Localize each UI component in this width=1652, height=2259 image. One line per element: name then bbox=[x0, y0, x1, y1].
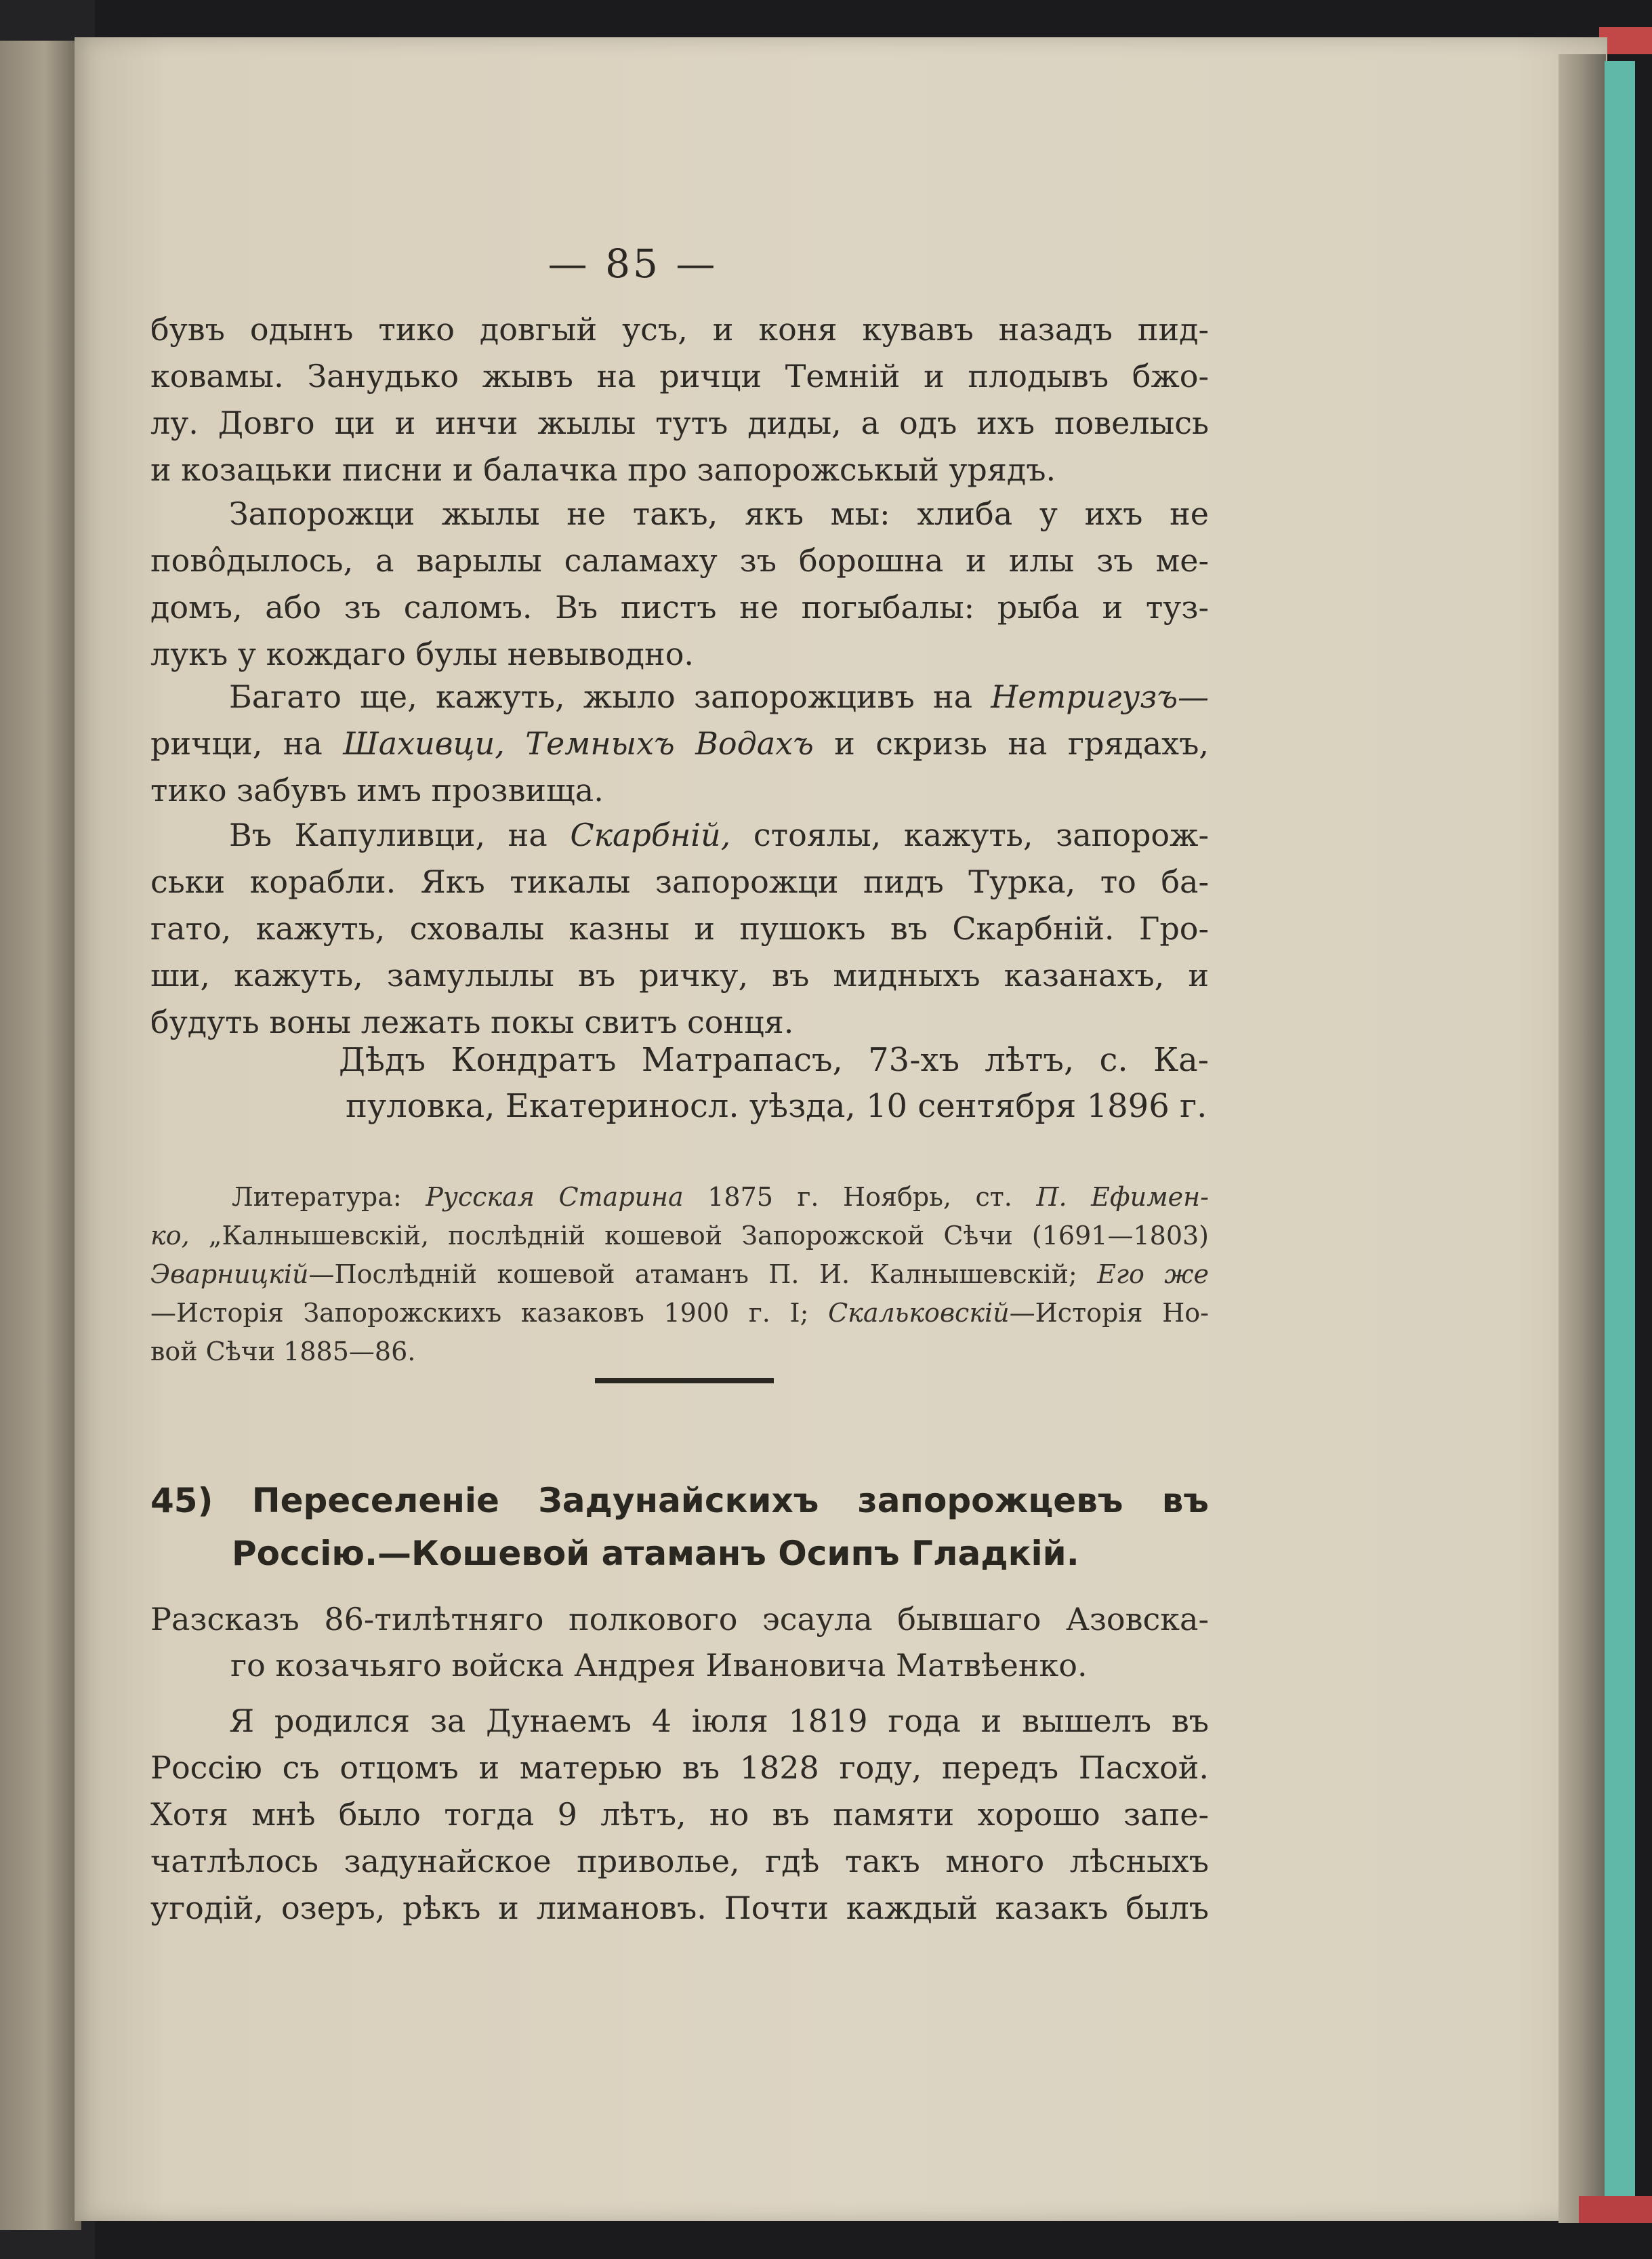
place-name: Нетригузъ— bbox=[991, 678, 1209, 715]
text-line: лукъ у кождаго булы невыводно. bbox=[150, 636, 695, 672]
text-line: ськи корабли. Якъ тикалы запорожци пидъ Турка, то ба- bbox=[150, 863, 1209, 900]
text-line bbox=[150, 1255, 1209, 1294]
paragraph-1 bbox=[150, 306, 1209, 493]
author-name: П. Ефимен- bbox=[1036, 1182, 1209, 1212]
attribution bbox=[339, 1037, 1209, 1129]
paragraph-3 bbox=[150, 674, 1209, 814]
text-line: Россію съ отцомъ и матерью въ 1828 году, передъ Пасхой. bbox=[150, 1749, 1209, 1786]
book-cover-edge bbox=[1605, 61, 1635, 2203]
text-line: будуть воны лежать покы свитъ сонця. bbox=[150, 1004, 794, 1040]
author-name: Его же bbox=[1097, 1259, 1209, 1289]
text-line: ши, кажуть, замулылы въ ричку, въ мидныхъ казанахъ, и bbox=[150, 957, 1209, 994]
text-line: и козацьки писни и балачка про запорожськый урядъ. bbox=[150, 451, 1056, 488]
text-run: —Послѣдній кошевой атаманъ П. И. Калнышевскій; bbox=[308, 1259, 1098, 1289]
page-stack-edges bbox=[1558, 54, 1606, 2223]
text-line: Хотя мнѣ было тогда 9 лѣтъ, но въ памяти хорошо запе- bbox=[150, 1796, 1209, 1833]
text-line: Запорожци жылы не такъ, якъ мы: хлиба у ихъ не bbox=[229, 495, 1209, 532]
text-line: вой Сѣчи 1885—86. bbox=[150, 1337, 416, 1366]
text-run: ричци, на bbox=[150, 725, 344, 762]
text-line: тико забувъ имъ прозвища. bbox=[150, 772, 604, 809]
text-run: и скризь на грядахъ, bbox=[813, 725, 1209, 762]
text-run: Въ Капуливци, на bbox=[229, 817, 571, 853]
place-name: Скарбній, bbox=[570, 817, 731, 853]
source-title: Русская Старина bbox=[426, 1182, 684, 1212]
text-line bbox=[150, 720, 1209, 767]
author-name: Эварницкій bbox=[150, 1259, 309, 1289]
paragraph-4 bbox=[150, 812, 1209, 1046]
text-line: бувъ одынъ тико довгый усъ, и коня кувавъ назадъ пид- bbox=[150, 311, 1209, 348]
section-heading bbox=[150, 1474, 1209, 1580]
literature-note bbox=[150, 1178, 1209, 1371]
author-name: ко, bbox=[150, 1221, 190, 1250]
text-line: домъ, або зъ саломъ. Въ пистъ не погыбалы: рыба и туз- bbox=[150, 589, 1209, 626]
author-name: Скальковскій bbox=[828, 1298, 1010, 1328]
paragraph-2 bbox=[150, 491, 1209, 678]
text-line bbox=[150, 1217, 1209, 1255]
text-line: лу. Довго ци и инчи жылы тутъ диды, а одъ ихъ повелысь bbox=[150, 405, 1209, 441]
text-run: 1875 г. Ноябрь, ст. bbox=[683, 1182, 1037, 1212]
attribution-line: Дѣдъ Кондратъ Матрапасъ, 73-хъ лѣтъ, с. Ка- bbox=[339, 1041, 1209, 1079]
subtitle-line: го козачьяго войска Андрея Ивановича Матвѣенко. bbox=[230, 1647, 1088, 1684]
text-line: ковамы. Занудько жывъ на ричци Темній и плодывъ бжо- bbox=[150, 358, 1209, 394]
facing-page-edge bbox=[0, 41, 81, 2230]
text-run: стоялы, кажуть, запорож- bbox=[730, 817, 1209, 853]
heading-line: 45) Переселеніе Задунайскихъ запорожцевъ въ bbox=[150, 1481, 1209, 1520]
paragraph-5 bbox=[150, 1698, 1209, 1932]
text-run: —Исторія Но- bbox=[1009, 1298, 1209, 1328]
text-line: чатлѣлось задунайское приволье, гдѣ такъ много лѣсныхъ bbox=[150, 1843, 1209, 1879]
section-subtitle bbox=[150, 1596, 1209, 1688]
book-cover-bottom bbox=[1579, 2196, 1652, 2223]
page-number: — 85 — bbox=[548, 241, 718, 287]
text-run: —Исторія Запорожскихъ казаковъ 1900 г. I; bbox=[150, 1298, 829, 1328]
text-line bbox=[150, 812, 1209, 859]
subtitle-line: Разсказъ 86-тилѣтняго полкового эсаула бывшаго Азовска- bbox=[150, 1601, 1209, 1637]
section-divider bbox=[595, 1378, 774, 1383]
text-line bbox=[150, 1178, 1209, 1217]
heading-line: Россію.—Кошевой атаманъ Осипъ Гладкій. bbox=[232, 1534, 1079, 1573]
place-name: Шахивци, Темныхъ Водахъ bbox=[343, 725, 814, 762]
text-run: „Калнышевскій, послѣдній кошевой Запорожской Сѣчи (1691—1803) bbox=[189, 1221, 1209, 1250]
text-run: Литература: bbox=[232, 1182, 426, 1212]
text-line bbox=[150, 674, 1209, 720]
attribution-line: пуловка, Екатериносл. уѣзда, 10 сентября 1896 г. bbox=[346, 1087, 1207, 1125]
text-run: Багато ще, кажуть, жыло запорожцивъ на bbox=[229, 678, 991, 715]
text-line: угодій, озеръ, рѣкъ и лимановъ. Почти каждый казакъ былъ bbox=[150, 1890, 1209, 1926]
text-line bbox=[150, 1294, 1209, 1332]
text-line: повôдылось, а варылы саламаху зъ борошна и илы зъ ме- bbox=[150, 542, 1209, 579]
text-line: Я родился за Дунаемъ 4 іюля 1819 года и вышелъ въ bbox=[229, 1703, 1209, 1739]
text-line: гато, кажуть, сховалы казны и пушокъ въ Скарбній. Гро- bbox=[150, 910, 1209, 947]
